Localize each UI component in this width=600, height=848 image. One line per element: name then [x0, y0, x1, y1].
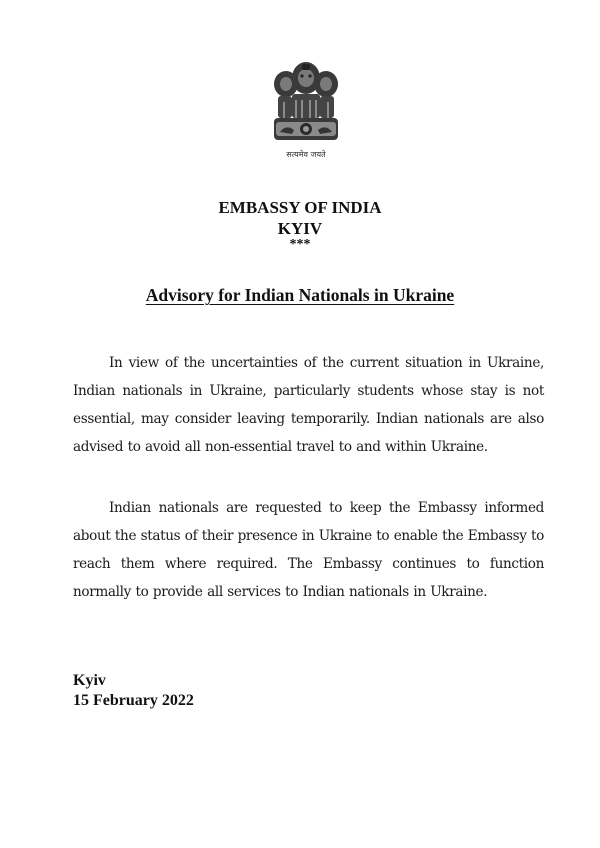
city-name: KYIV — [277, 219, 323, 238]
letterhead — [0, 197, 600, 251]
body-paragraph-1: In view of the uncertainties of the current situation in Ukraine, Indian nationals in Ukraine, particularly students whose stay is not essential, may consider leaving temporarily. Indian nationals are also advised to avoid all non-essential travel to and within Ukraine. — [73, 355, 544, 455]
signoff-place: Kyiv — [73, 672, 106, 689]
body-paragraph-2: Indian nationals are requested to keep the Embassy informed about the status of their presence in Ukraine to enable the Embassy to reach them where required. The Embassy continues to function normally to provide all services to Indian nationals in Ukraine. — [73, 500, 544, 600]
header-separator: *** — [289, 237, 311, 252]
signoff — [73, 671, 194, 711]
organization-name: EMBASSY OF INDIA — [218, 198, 382, 217]
emblem-motto: सत्यमेव जयते — [286, 150, 326, 159]
signoff-date: 15 February 2022 — [73, 692, 194, 709]
document-title: Advisory for Indian Nationals in Ukraine — [145, 285, 455, 305]
